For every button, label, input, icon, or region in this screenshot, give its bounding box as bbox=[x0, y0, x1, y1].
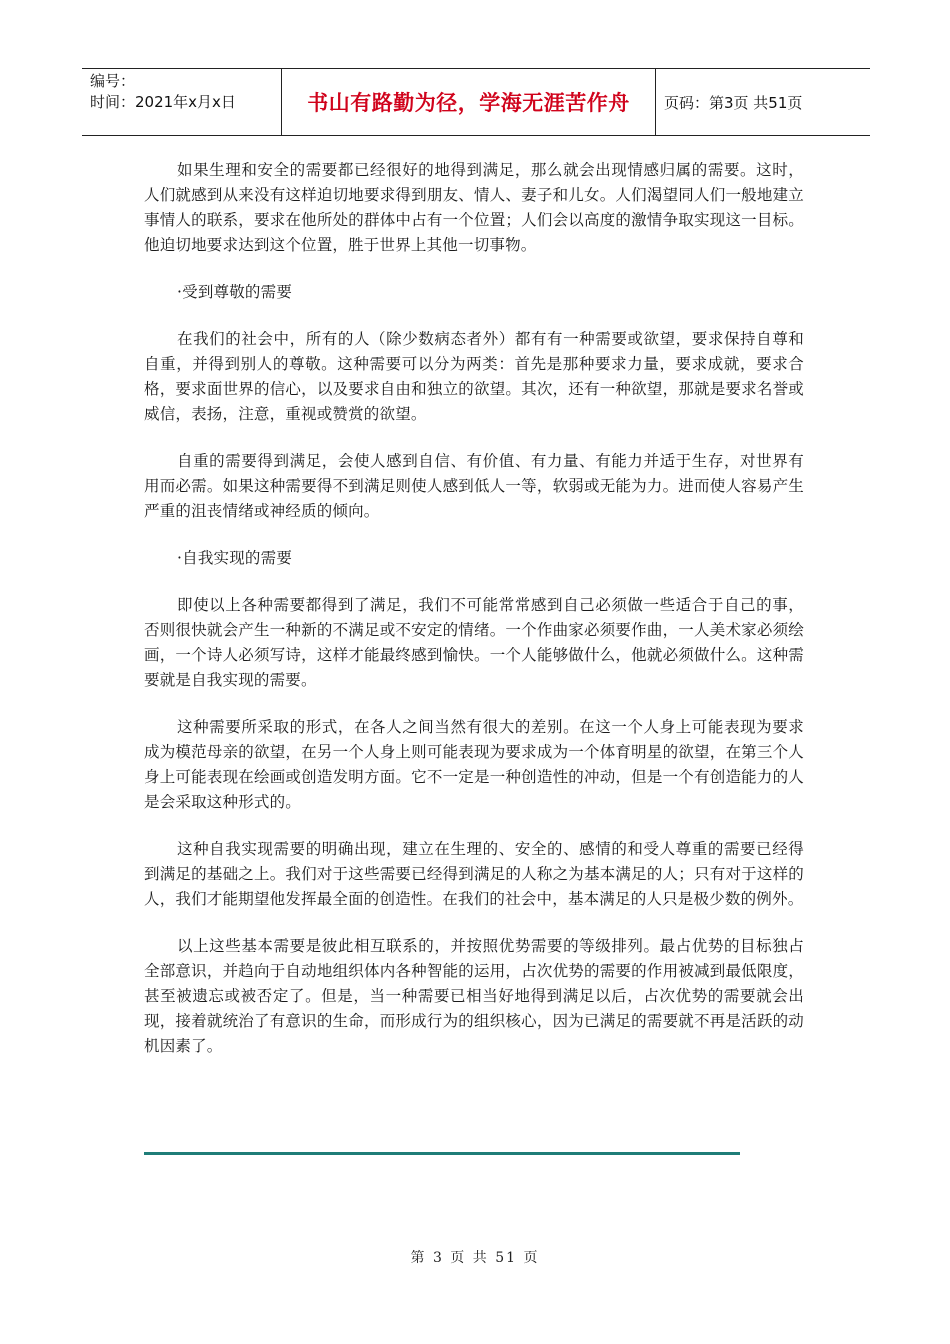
header-page-info: 页码：第3页 共51页 bbox=[664, 93, 803, 112]
header-motto: 书山有路勤为径，学海无涯苦作舟 bbox=[282, 69, 656, 135]
body-paragraph: 这种需要所采取的形式，在各人之间当然有很大的差别。在这一个人身上可能表现为要求成为模范母亲的欲望，在另一个人身上则可能表现为要求成为一个体育明星的欲望，在第三个人身上可能表现在绘画或创造发明方面。它不一定是一种创造性的冲动，但是一个有创造能力的人是会采取这种形式的。 bbox=[144, 718, 804, 811]
section-heading-esteem: ·受到尊敬的需要 bbox=[177, 283, 293, 301]
header-meta-cell bbox=[82, 69, 282, 135]
body-paragraph: 如果生理和安全的需要都已经很好的地得到满足，那么就会出现情感归属的需要。这时，人们就感到从来没有这样迫切地要求得到朋友、情人、妻子和儿女。人们渴望同人们一般地建立事情人的联系，要求在他所处的群体中占有一个位置；人们会以高度的激情争取实现这一目标。他迫切地要求达到这个位置，胜于世界上其他一切事物。 bbox=[144, 161, 804, 254]
document-number-label: 编号： bbox=[90, 72, 136, 90]
section-heading-self-actualization: ·自我实现的需要 bbox=[177, 549, 293, 567]
body-paragraph: 以上这些基本需要是彼此相互联系的，并按照优势需要的等级排列。最占优势的目标独占全部意识，并趋向于自动地组织体内各种智能的运用，占次优势的需要的作用被减到最低限度，甚至被遗忘或被否定了。但是，当一种需要已相当好地得到满足以后，占次优势的需要就会出现，接着就统治了有意识的生命，而形成行为的组织核心，因为已满足的需要就不再是活跃的动机因素了。 bbox=[144, 937, 804, 1055]
body-paragraph: 在我们的社会中，所有的人（除少数病态者外）都有有一种需要或欲望，要求保持自尊和自重，并得到别人的尊敬。这种需要可以分为两类：首先是那种要求力量，要求成就，要求合格，要求面世界的信心，以及要求自由和独立的欲望。其次，还有一种欲望，那就是要求名誉或威信，表扬，注意，重视或赞赏的欲望。 bbox=[144, 330, 804, 423]
body-paragraph: 这种自我实现需要的明确出现，建立在生理的、安全的、感情的和受人尊重的需要已经得到满足的基础之上。我们对于这些需要已经得到满足的人称之为基本满足的人；只有对于这样的人，我们才能期望他发挥最全面的创造性。在我们的社会中，基本满足的人只是极少数的例外。 bbox=[144, 840, 804, 908]
page-header bbox=[82, 68, 870, 136]
page-footer: 第 3 页 共 51 页 bbox=[410, 1250, 540, 1266]
body-paragraph: 即使以上各种需要都得到了满足，我们不可能常常感到自己必须做一些适合于自己的事，否则很快就会产生一种新的不满足或不安定的情绪。一个作曲家必须要作曲，一人美术家必须绘画，一个诗人必须写诗，这样才能最终感到愉快。一个人能够做什么，他就必须做什么。这种需要就是自我实现的需要。 bbox=[144, 596, 804, 689]
footer-divider bbox=[144, 1152, 740, 1155]
body-paragraph: 自重的需要得到满足，会使人感到自信、有价值、有力量、有能力并适于生存，对世界有用而必需。如果这种需要得不到满足则使人感到低人一等，软弱或无能为力。进而使人容易产生严重的沮丧情绪或神经质的倾向。 bbox=[144, 452, 804, 520]
document-time-label: 时间：2021年x月x日 bbox=[90, 93, 236, 111]
document-body bbox=[144, 158, 804, 1081]
